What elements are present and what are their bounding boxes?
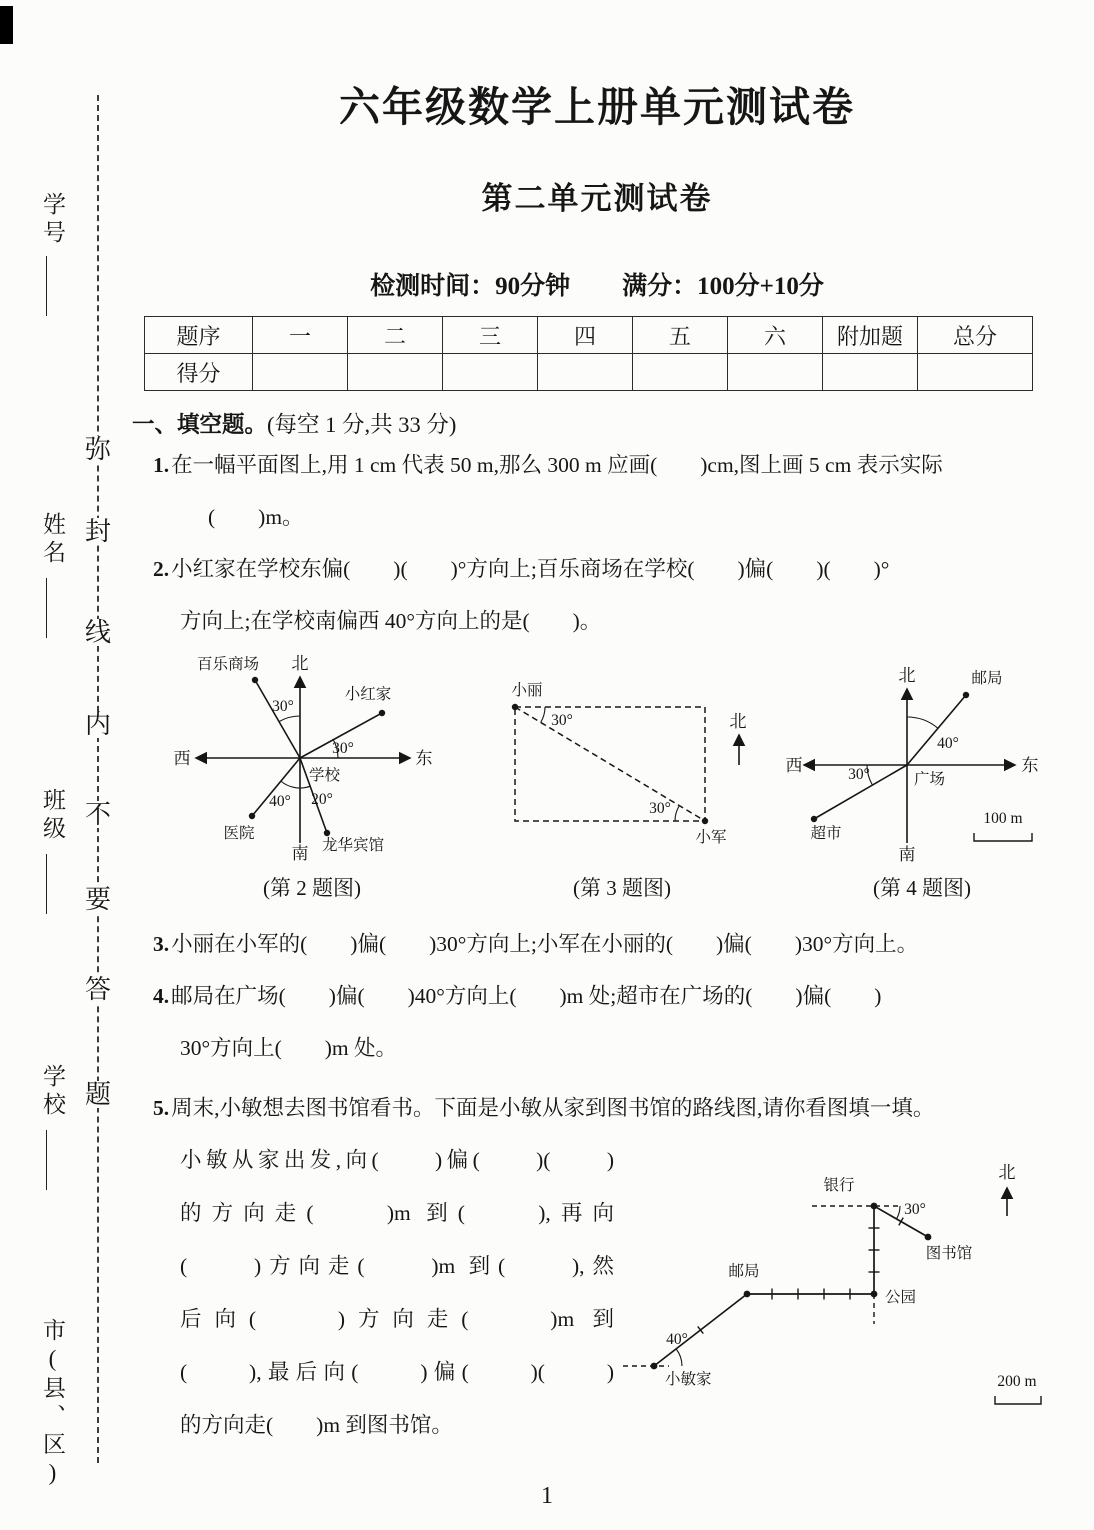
score-cell-empty [633, 354, 728, 391]
score-header-cell: 五 [633, 317, 728, 354]
seal-char: 封 [84, 517, 111, 546]
diagram-q2-school-compass [162, 653, 462, 865]
name-label: 姓名 [40, 512, 65, 568]
north-label: 北 [291, 654, 309, 673]
figure-q2-caption: (第 2 题图) [263, 876, 361, 900]
angle-arcs [676, 1206, 900, 1366]
score-table [144, 316, 1033, 391]
score-cell-empty [253, 354, 348, 391]
plaza-center-label: 广场 [914, 771, 946, 788]
north-label: 北 [898, 666, 916, 685]
north-label: 北 [729, 712, 746, 731]
score-header-cell: 一 [253, 317, 348, 354]
scale-bracket [995, 1396, 1041, 1404]
post-office-label: 邮局 [728, 1263, 760, 1280]
east-label: 东 [415, 749, 433, 768]
hospital-angle-label: 40° [269, 793, 291, 810]
question-2-line-2: 方向上;在学校南偏西 40°方向上的是( )。 [180, 609, 602, 633]
question-2-number: 2. [153, 557, 170, 581]
route-map-diagram [617, 1154, 1062, 1416]
score-cell-empty [918, 354, 1033, 391]
question-4-number: 4. [153, 984, 170, 1008]
question-5 [132, 1082, 1062, 1134]
park-label: 公园 [885, 1289, 917, 1306]
question-5-body [132, 1134, 1062, 1452]
place-dots [651, 1203, 932, 1370]
seal-char: 题 [84, 1080, 111, 1109]
score-table-score-row [145, 354, 1033, 391]
diagram-q3-xiaoli-xiaojun [490, 673, 755, 865]
score-row-label: 得分 [145, 354, 253, 391]
q5-line: 后向( )方向走( )m 到 [180, 1307, 614, 1331]
city-county-label: 市(县、区) [40, 1318, 65, 1490]
school-label: 学校 [40, 1064, 65, 1120]
xiaoli-angle-label: 30° [550, 712, 573, 729]
score-header-cell: 四 [538, 317, 633, 354]
score-header-cell: 二 [348, 317, 443, 354]
score-header-cell: 三 [443, 317, 538, 354]
score-cell-empty [823, 354, 918, 391]
diagonal-line [515, 707, 705, 821]
page-number: 1 [541, 1483, 553, 1509]
unit-subtitle: 第二单元测试卷 [481, 181, 713, 216]
test-paper-content [132, 58, 1062, 1452]
section-1-title: 一、填空题。 [132, 412, 268, 437]
question-1 [132, 439, 1062, 543]
student-id-label: 学号 [40, 192, 65, 248]
seal-dashed-line [97, 95, 99, 1463]
section-1-heading [132, 407, 1062, 439]
exam-score: 满分：100分+10分 [622, 273, 824, 300]
scale-label: 200 m [997, 1373, 1037, 1390]
question-3 [132, 918, 1062, 970]
question-2 [132, 543, 1062, 647]
class-write-line [46, 854, 47, 914]
question-5-intro: 周末,小敏想去图书馆看书。下面是小敏从家到图书馆的路线图,请你看图填一填。 [171, 1096, 935, 1120]
north-label: 北 [998, 1163, 1016, 1182]
student-id-write-line [46, 256, 47, 316]
place-dots [811, 692, 969, 822]
figure-q3-caption: (第 3 题图) [573, 876, 671, 900]
seal-char: 弥 [84, 435, 111, 464]
score-header-cell: 总分 [918, 317, 1033, 354]
route-segments [654, 1206, 928, 1366]
hotel-angle-label: 20° [311, 791, 333, 808]
figure-q2 [162, 653, 462, 902]
score-table-header-row [145, 317, 1033, 354]
name-write-line [46, 578, 47, 638]
xiaojun-label: 小军 [694, 829, 727, 846]
post-angle-label: 40° [937, 735, 959, 752]
figures-row [132, 653, 1062, 902]
bank-angle-label: 30° [904, 1201, 926, 1218]
figure-q3 [490, 673, 755, 902]
figure-q4 [782, 665, 1062, 902]
question-4-line-1: 邮局在广场( )偏( )40°方向上( )m 处;超市在广场的( )偏( ) [171, 984, 882, 1008]
exam-info [132, 266, 1062, 302]
question-3-number: 3. [153, 932, 170, 956]
q5-line: 的方向走( )m 到( ),再向 [180, 1201, 614, 1225]
post-office-label: 邮局 [971, 670, 1003, 687]
question-2-line-1: 小红家在学校东偏( )( )°方向上;百乐商场在学校( )偏( )( )° [171, 557, 890, 581]
q5-line: 的方向走( )m 到图书馆。 [180, 1413, 453, 1437]
home-angle-label: 30° [332, 740, 354, 757]
section-1-note: (每空 1 分,共 33 分) [267, 412, 457, 437]
supermarket-label: 超市 [810, 825, 842, 842]
q5-line: ( )方向走( )m 到( ),然 [180, 1254, 614, 1278]
market-angle-label: 30° [848, 766, 870, 783]
scale-bracket [974, 833, 1032, 841]
seal-char: 内 [84, 710, 111, 739]
west-label: 西 [173, 749, 191, 768]
hotel-label: 龙华宾馆 [322, 837, 385, 854]
score-cell-empty [728, 354, 823, 391]
exam-time: 检测时间：90分钟 [370, 273, 571, 300]
question-4-line-2: 30°方向上( )m 处。 [180, 1036, 398, 1060]
score-header-cell: 六 [728, 317, 823, 354]
question-1-line-2: ( )m。 [208, 505, 304, 529]
class-label: 班级 [40, 788, 65, 844]
direction-rays [814, 695, 966, 819]
seal-char: 线 [84, 618, 111, 647]
score-cell-empty [538, 354, 633, 391]
figure-q4-caption: (第 4 题图) [873, 876, 971, 900]
question-5-number: 5. [153, 1096, 170, 1120]
seal-char: 答 [84, 975, 111, 1004]
seal-char: 要 [84, 885, 111, 914]
question-5-fill-lines [132, 1134, 614, 1452]
south-label: 南 [898, 845, 916, 864]
library-label: 图书馆 [925, 1245, 973, 1262]
home-angle-label: 40° [666, 1331, 688, 1348]
score-cell-empty [443, 354, 538, 391]
scale-label: 100 m [983, 810, 1023, 827]
bank-label: 银行 [823, 1177, 855, 1194]
diagram-q4-plaza-compass [782, 665, 1062, 865]
west-label: 西 [785, 756, 803, 775]
route-map-wrap [617, 1134, 1062, 1452]
mall-angle-label: 30° [272, 698, 294, 715]
mall-label: 百乐商场 [196, 656, 260, 673]
score-cell-empty [348, 354, 443, 391]
east-label: 东 [1021, 756, 1039, 775]
q5-line: ( ),最后向( )偏( )( ) [180, 1360, 614, 1384]
score-header-cell: 题序 [145, 317, 253, 354]
question-1-line-1: 在一幅平面图上,用 1 cm 代表 50 m,那么 300 m 应画( )cm,图上画 5 cm 表示实际 [171, 453, 943, 477]
xiaohong-home-label: 小红家 [344, 686, 392, 703]
xiaojun-angle-label: 30° [648, 800, 671, 817]
south-label: 南 [291, 844, 309, 863]
school-write-line [46, 1130, 47, 1190]
school-center-label: 学校 [309, 767, 341, 784]
q5-line: 小敏从家出发,向( )偏( )( ) [180, 1148, 614, 1172]
page-title: 六年级数学上册单元测试卷 [339, 84, 855, 130]
hospital-label: 医院 [223, 825, 255, 842]
question-4 [132, 970, 1062, 1074]
reference-dashes [623, 1206, 899, 1366]
scan-corner-mark [0, 6, 13, 44]
score-header-cell: 附加题 [823, 317, 918, 354]
question-1-number: 1. [153, 453, 170, 477]
home-label: 小敏家 [665, 1371, 712, 1388]
seal-char: 不 [84, 800, 111, 829]
question-3-line-1: 小丽在小军的( )偏( )30°方向上;小军在小丽的( )偏( )30°方向上。 [171, 932, 919, 956]
xiaoli-label: 小丽 [510, 682, 543, 699]
